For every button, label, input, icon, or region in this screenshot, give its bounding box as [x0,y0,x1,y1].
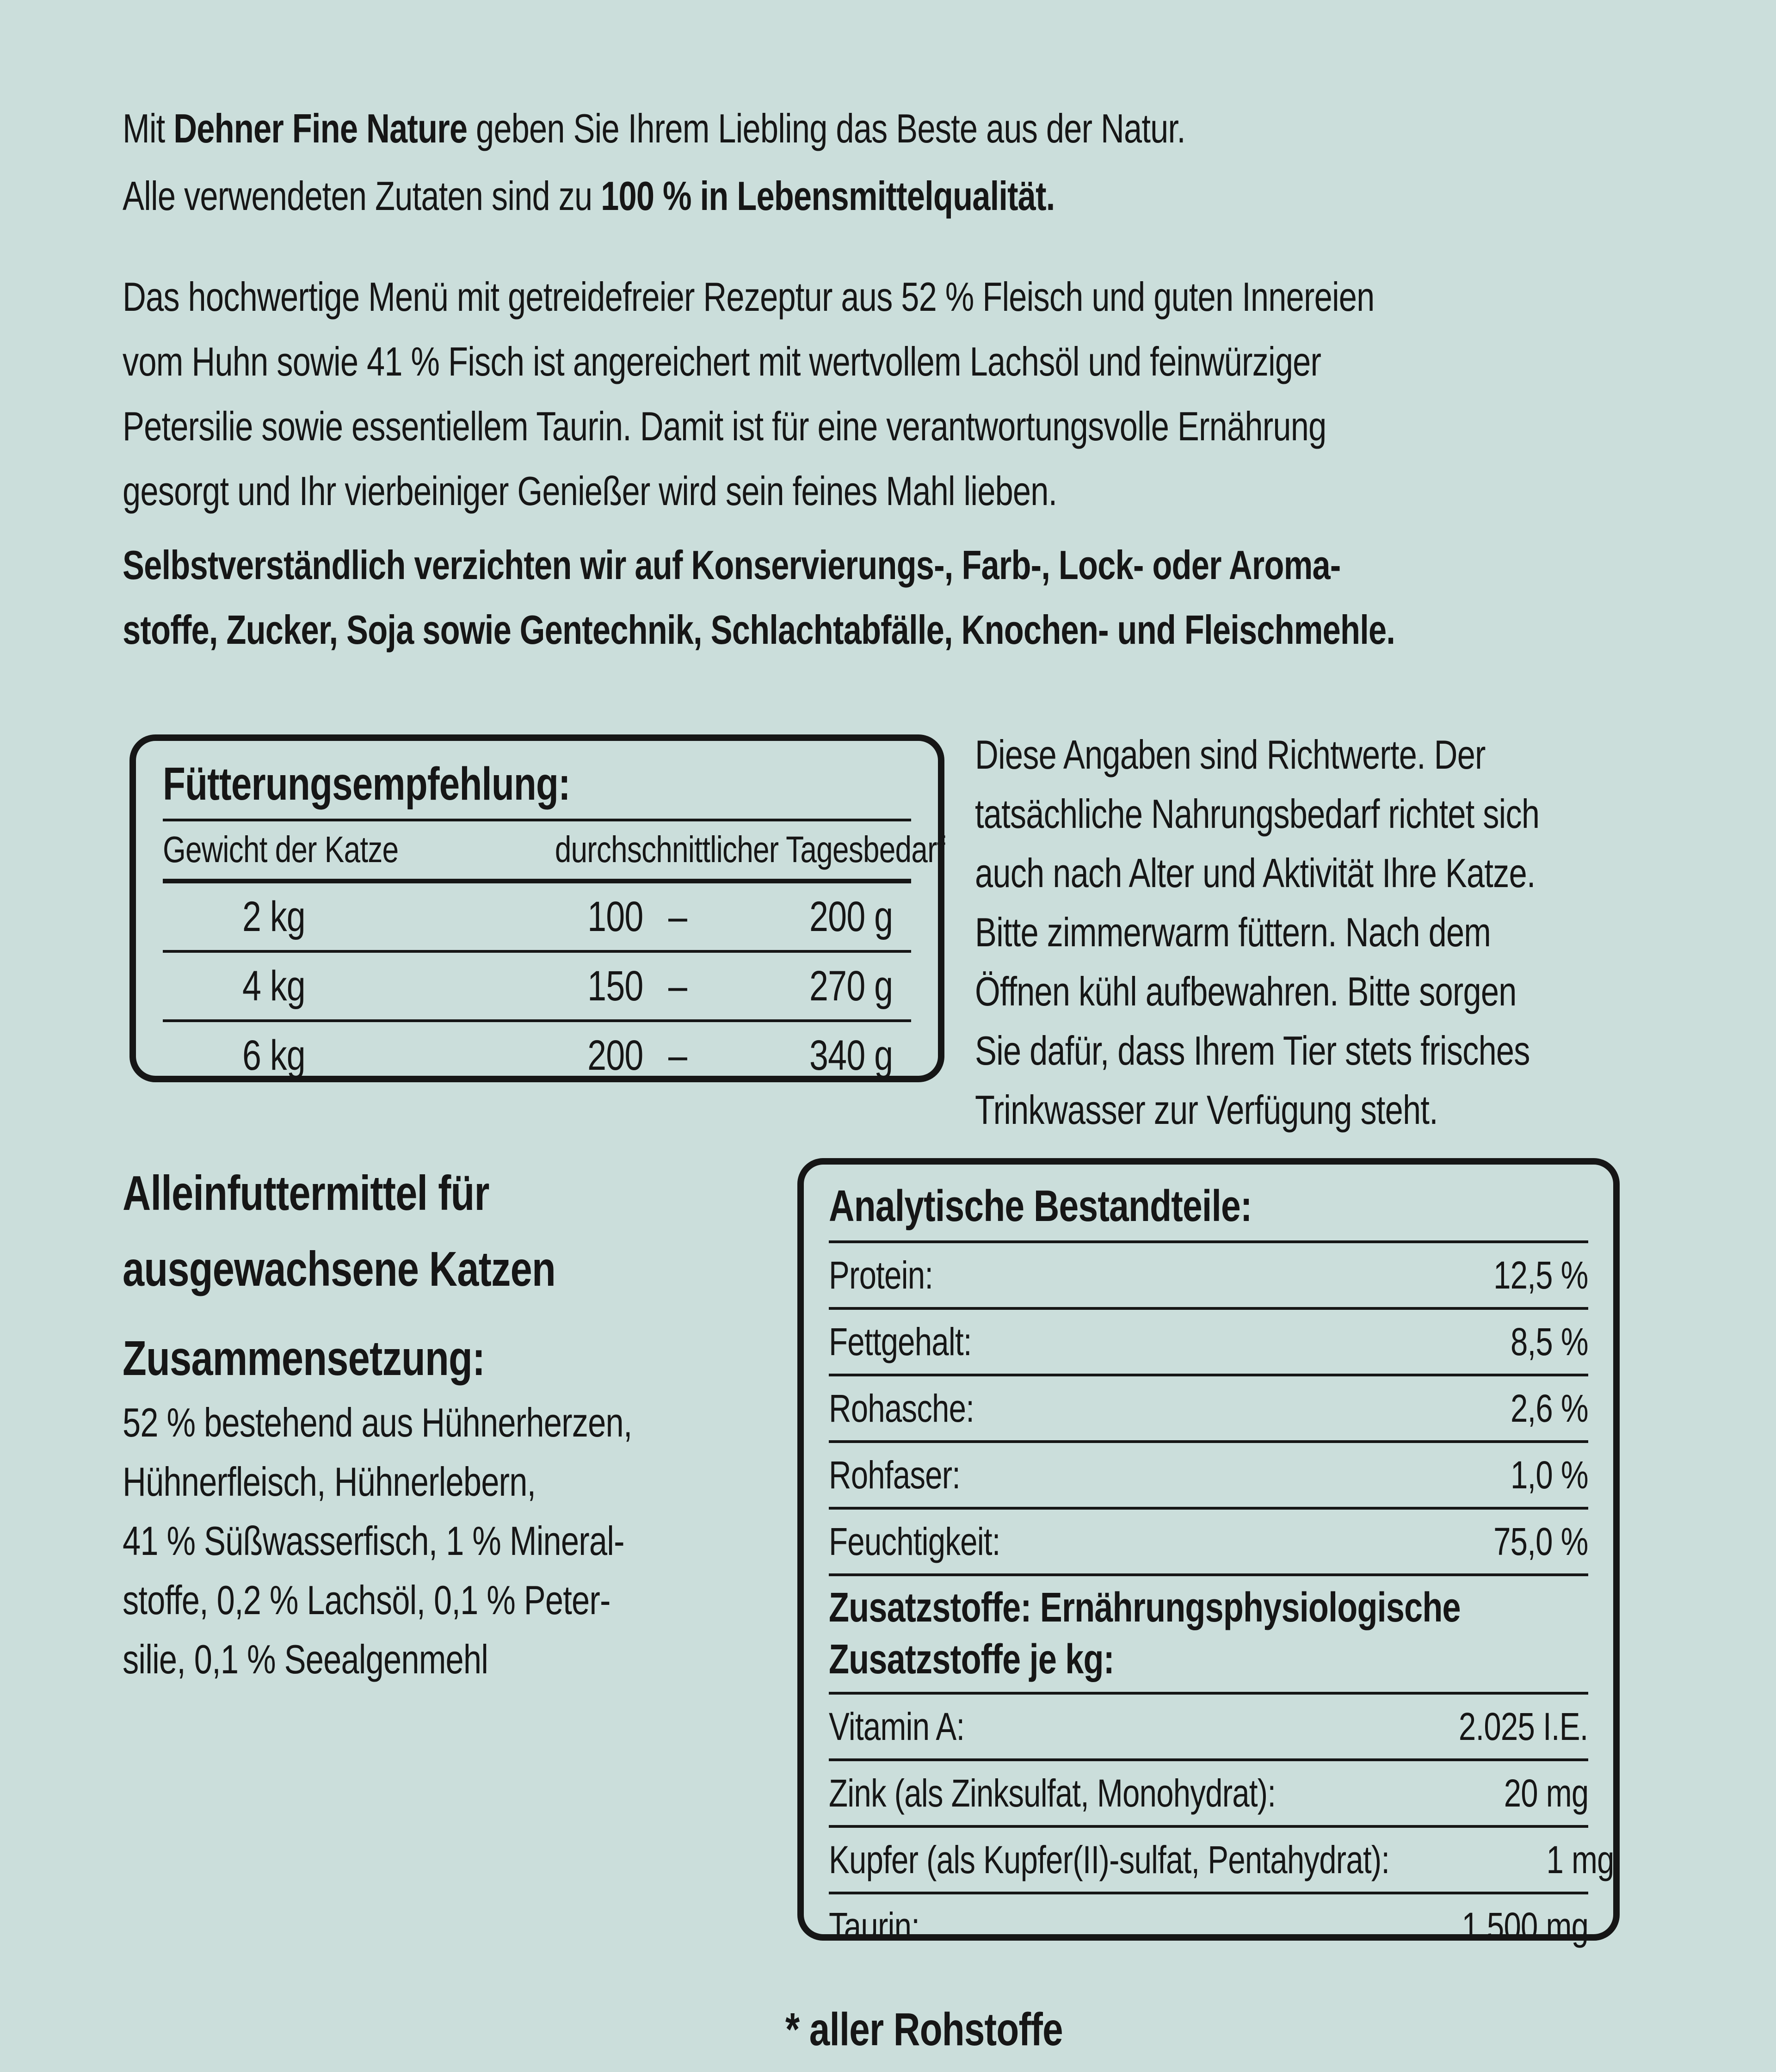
additive-value: 20 mg [1504,1771,1588,1815]
additive-value: 2.025 I.E. [1459,1705,1588,1748]
analysis-row [829,1443,1588,1510]
dash-cell: – [668,893,687,940]
max-cell: 270 g [809,962,893,1010]
analytical-constituents-box [797,1158,1620,1948]
claims-paragraph [123,533,1713,662]
dash-cell: – [668,962,687,1010]
composition-line: 41 % Süßwasserfisch, 1 % Mineral- [123,1518,624,1564]
weight-cell: 6 kg [242,1032,305,1079]
notes-line: auch nach Alter und Aktivität Ihre Katze. [975,850,1536,896]
description-line: Petersilie sowie essentiellem Taurin. Damit ist für eine verantwortungsvolle Ernährung [123,403,1326,449]
additive-row [829,1894,1588,1958]
max-cell: 200 g [809,893,893,940]
footnote: * aller Rohstoffe [785,2004,1063,2055]
feeding-notes-paragraph [975,725,1680,1140]
product-type-heading: Alleinfuttermittel für [123,1166,489,1221]
feeding-row [163,1022,911,1089]
divider [163,879,911,883]
analysis-value: 2,6 % [1511,1387,1588,1430]
composition-line: Hühnerfleisch, Hühnerlebern, [123,1459,536,1505]
analysis-row [829,1310,1588,1376]
notes-line: Diese Angaben sind Richtwerte. Der [975,732,1486,777]
analysis-label: Rohfaser: [829,1453,961,1497]
additive-value: 1 mg [1546,1838,1615,1881]
analysis-label: Protein: [829,1253,933,1297]
description-line: gesorgt und Ihr vierbeiniger Genießer wird sein feines Mahl lieben. [123,468,1057,514]
analysis-row [829,1376,1588,1443]
analysis-label: Feuchtigkeit: [829,1520,1000,1563]
analysis-value: 75,0 % [1493,1520,1588,1563]
weight-cell: 4 kg [242,962,305,1010]
analysis-title: Analytische Bestandteile: [829,1173,1588,1243]
feeding-header-daily: durchschnittlicher Tagesbedarf [555,829,945,870]
feeding-row [163,883,911,950]
additive-label: Zink (als Zinksulfat, Monohydrat): [829,1771,1276,1815]
description-line: Das hochwertige Menü mit getreidefreier Rezeptur aus 52 % Fleisch und guten Innereien [123,274,1375,320]
additive-row [829,1761,1588,1828]
composition-heading: Zusammensetzung: [123,1331,485,1386]
analysis-row [829,1243,1588,1310]
analysis-value: 1,0 % [1511,1453,1588,1497]
analysis-label: Rohasche: [829,1387,974,1430]
feeding-header-row [163,821,945,879]
notes-line: Sie dafür, dass Ihrem Tier stets frisches [975,1028,1530,1073]
min-cell: 150 [587,962,643,1010]
brand-name: Dehner Fine Nature [173,105,468,151]
weight-cell: 2 kg [242,893,305,940]
additives-header-line: Zusatzstoffe: Ernährungsphysiologische [829,1585,1461,1631]
intro-text: Mit [123,105,174,151]
dash-cell: – [668,1032,687,1079]
claims-line: stoffe, Zucker, Soja sowie Gentechnik, Schlachtabfälle, Knochen- und Fleischmehle. [123,607,1395,653]
min-cell: 200 [587,1032,643,1079]
additive-label: Taurin: [829,1905,920,1948]
description-line: vom Huhn sowie 41 % Fisch ist angereichert mit wertvollem Lachsöl und feinwürziger [123,339,1321,384]
composition-line: 52 % bestehend aus Hühnerherzen, [123,1400,632,1445]
analysis-row [829,1510,1588,1576]
feeding-header-weight: Gewicht der Katze [163,829,399,870]
additive-label: Vitamin A: [829,1705,965,1748]
additive-label: Kupfer (als Kupfer(II)-sulfat, Pentahydrat): [829,1838,1390,1881]
intro-paragraph [123,95,1451,230]
notes-line: Bitte zimmerwarm füttern. Nach dem [975,909,1491,955]
notes-line: Trinkwasser zur Verfügung steht. [975,1087,1438,1133]
additives-header [829,1576,1588,1695]
analysis-label: Fettgehalt: [829,1320,972,1363]
additive-row [829,1695,1588,1761]
quality-claim-bold: 100 % in Lebensmittelqualität. [601,173,1055,219]
composition-line: silie, 0,1 % Seealgenmehl [123,1636,488,1682]
intro-line-2 [123,162,1451,230]
composition-text [123,1393,759,1689]
analysis-value: 12,5 % [1493,1253,1588,1297]
intro-text: geben Sie Ihrem Liebling das Beste aus der Natur. [467,105,1186,151]
notes-line: Öffnen kühl aufbewahren. Bitte sorgen [975,968,1517,1014]
composition-line: stoffe, 0,2 % Lachsöl, 0,1 % Peter- [123,1577,610,1623]
notes-line: tatsächliche Nahrungsbedarf richtet sich [975,791,1540,837]
feeding-row [163,953,911,1019]
min-cell: 100 [587,893,643,940]
product-type-heading: ausgewachsene Katzen [123,1242,556,1296]
additives-header-line: Zusatzstoffe je kg: [829,1636,1114,1683]
max-cell: 340 g [809,1032,893,1079]
product-info-column [123,1155,759,1689]
feeding-title: Fütterungsempfehlung: [163,758,570,810]
intro-text: Alle verwendeten Zutaten sind zu [123,173,601,219]
feeding-recommendation-box [130,734,944,1082]
analysis-value: 8,5 % [1511,1320,1588,1363]
claims-line: Selbstverständlich verzichten wir auf Konservierungs-, Farb-, Lock- oder Aroma- [123,542,1341,588]
additive-value: 1.500 mg [1462,1905,1588,1948]
intro-line-1 [123,95,1451,162]
additive-row [829,1828,1615,1894]
description-paragraph [123,265,1687,524]
